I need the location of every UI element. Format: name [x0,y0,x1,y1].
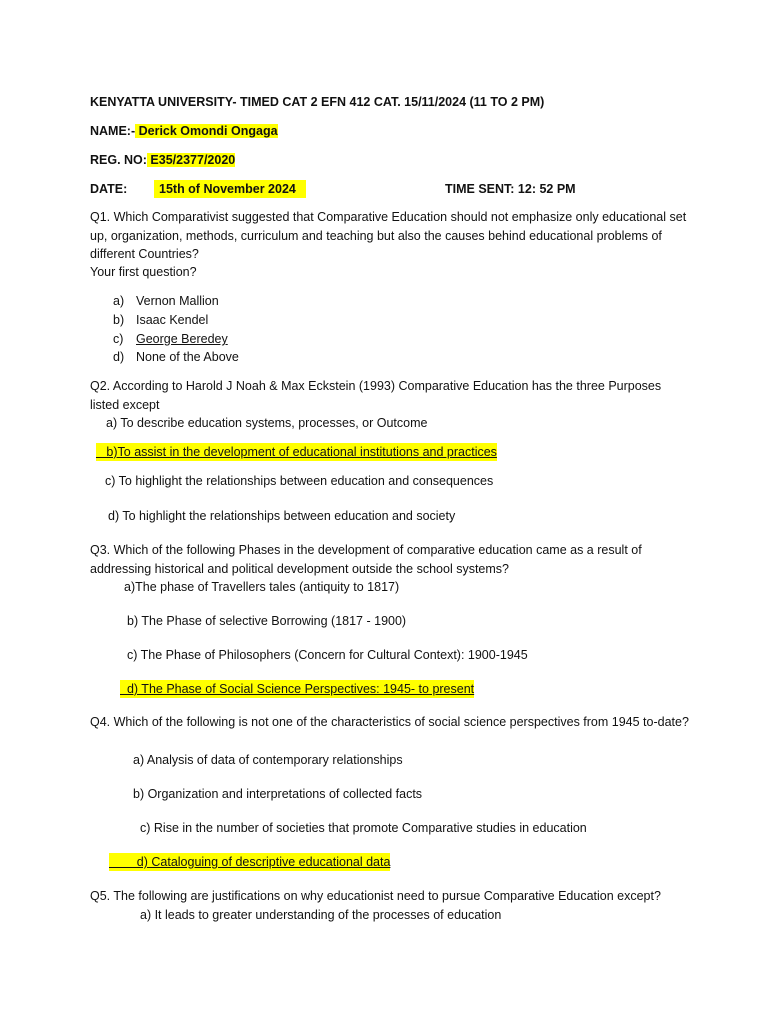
q1-option-a-letter: a) [113,294,125,308]
document-title: KENYATTA UNIVERSITY- TIMED CAT 2 EFN 412 CAT. 15/11/2024 (11 TO 2 PM) [90,95,545,109]
q1-option-c-answer: George Beredey [136,332,228,346]
q1-option-b-letter: b) [113,313,125,327]
q2-option-a: a) To describe education systems, processes, or Outcome [106,416,428,430]
q4-option-d-answer: d) Cataloguing of descriptive educational data [109,855,391,869]
question-4: Q4. Which of the following is not one of the characteristics of social science perspectives from 1945 to-date? [90,715,689,729]
q1-option-b: Isaac Kendel [136,313,209,327]
q1-option-c-letter: c) [113,332,124,346]
reg-number: E35/2377/2020 [146,153,236,167]
question-1-note: Your first question? [90,265,197,279]
q1-option-a: Vernon Mallion [136,294,219,308]
question-5: Q5. The following are justifications on why educationist need to pursue Comparative Education except? [90,889,661,903]
date-label: DATE: [90,182,128,196]
q5-option-a: a) It leads to greater understanding of the processes of education [140,908,502,922]
q4-option-a: a) Analysis of data of contemporary relationships [133,753,403,767]
reg-label: REG. NO: [90,153,147,167]
q1-option-d: None of the Above [136,350,239,364]
q3-option-a: a)The phase of Travellers tales (antiquity to 1817) [124,580,400,594]
q3-option-d-answer: d) The Phase of Social Science Perspectives: 1945- to present [120,682,475,696]
q3-option-c: c) The Phase of Philosophers (Concern for Cultural Context): 1900-1945 [127,648,528,662]
q3-option-b: b) The Phase of selective Borrowing (1817 - 1900) [127,614,407,628]
q1-option-d-letter: d) [113,350,125,364]
student-name: Derick Omondi Ongaga [135,124,278,138]
name-label: NAME:- [90,124,136,138]
question-1: Q1. Which Comparativist suggested that Comparative Education should not emphasize only educational set up, organization, methods, curriculum and teaching but also the causes behind educational problems of different Countries? [90,210,687,261]
question-3: Q3. Which of the following Phases in the development of comparative education came as a result of addressing historical and political development outside the school systems? [90,543,642,576]
q4-option-b: b) Organization and interpretations of collected facts [133,787,423,801]
q2-option-d: d) To highlight the relationships between education and society [108,509,456,523]
name-row [90,122,278,140]
time-sent: TIME SENT: 12: 52 PM [445,182,576,196]
q2-option-c: c) To highlight the relationships between education and consequences [105,474,494,488]
reg-row [90,151,235,169]
date-value: 15th of November 2024 [154,180,306,198]
question-2: Q2. According to Harold J Noah & Max Eckstein (1993) Comparative Education has the three Purposes listed except [90,379,662,412]
q2-option-b-answer: b)To assist in the development of educational institutions and practices [96,445,497,459]
q4-option-c: c) Rise in the number of societies that promote Comparative studies in education [140,821,587,835]
